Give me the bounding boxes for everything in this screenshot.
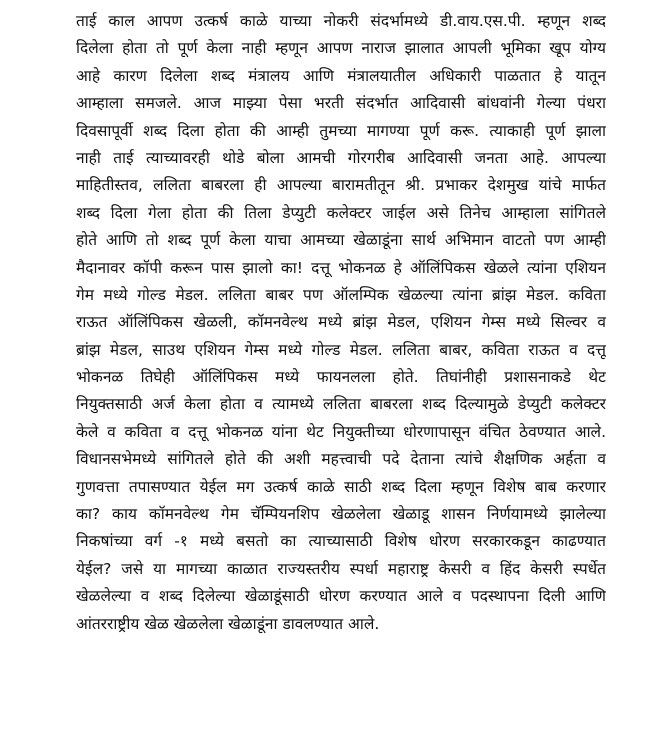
text-line: गुणवत्ता तपासण्यात येईल मग उत्कर्ष काळे साठी शब्द दिला म्हणून विशेष बाब करणार xyxy=(76,477,606,496)
text-line: खेळलेल्या व शब्द दिलेल्या खेळाडूंसाठी धोरण करण्यात आले व पदस्थापना दिली आणि xyxy=(76,587,606,606)
text-line: दिवसापूर्वी शब्द दिला होता की आम्ही तुमच्या मागण्या पूर्ण करू. त्याकाही पूर्ण झाला xyxy=(76,121,606,140)
text-line: राऊत ऑलिंपिकस खेळली, कॉमनवेल्थ मध्ये ब्रांझ मेडल, एशियन गेम्स मध्ये सिल्वर व xyxy=(76,313,606,332)
text-line: येईल? जसे या मागच्या काळात राज्यस्तरीय स्पर्धा महाराष्ट्र केसरी व हिंद केसरी स्पर्धेत xyxy=(76,559,606,578)
text-line: नाही ताई त्याच्यावरही थोडे बोला आमची गोरगरीब आदिवासी जनता आहे. आपल्या xyxy=(76,148,606,167)
text-line: दिलेला होता तो पूर्ण केला नाही म्हणून आपण नाराज झालात आपली भूमिका खूप योग्य xyxy=(76,39,606,58)
text-line: शब्द दिला गेला होता की तिला डेप्युटी कलेक्टर जाईल असे तिनेच आम्हाला सांगितले xyxy=(76,203,606,222)
text-line: विधानसभेमध्ये सांगितले होते की अशी महत्त्वाची पदे देताना त्यांचे शैक्षणिक अर्हता व xyxy=(76,450,606,469)
text-line: आम्हाला समजले. आज माझ्या पेसा भरती संदर्भात आदिवासी बांधवांनी गेल्या पंधरा xyxy=(76,94,606,113)
text-line: माहितीस्तव, ललिता बाबरला ही आपल्या बारामतीतून श्री. प्रभाकर देशमुख यांचे मार्फत xyxy=(76,176,606,195)
text-line: ब्रांझ मेडल, साउथ एशियन गेम्स मध्ये गोल्ड मेडल. ललिता बाबर, कविता राऊत व दत्तू xyxy=(76,340,606,359)
text-line: मैदानावर कॉपी करून पास झालो का! दत्तू भोकनळ हे ऑलिंपिकस खेळले त्यांना एशियन xyxy=(76,258,606,277)
text-line: आहे कारण दिलेला शब्द मंत्रालय आणि मंत्रालयातील अधिकारी पाळतात हे यातून xyxy=(76,66,606,85)
text-line: गेम मध्ये गोल्ड मेडल. ललिता बाबर पण ऑलम्पिक खेळल्या त्यांना ब्रांझ मेडल. कविता xyxy=(76,285,606,304)
body-paragraph xyxy=(76,8,606,638)
text-line: आंतरराष्ट्रीय खेळ खेळलेला खेळाडूंना डावलण्यात आले. xyxy=(76,614,380,633)
text-line: नियुक्तसाठी अर्ज केला होता व त्यामध्ये ललिता बाबरला शब्द दिल्यामुळे डेप्युटी कलेक्टर xyxy=(76,395,606,414)
text-line: ताई काल आपण उत्कर्ष काळे याच्या नोकरी संदर्भामध्ये डी.वाय.एस.पी. म्हणून शब्द xyxy=(76,12,606,30)
text-line: का? काय कॉमनवेल्थ गेम चॅम्पियनशिप खेळलेला खेळाडू शासन निर्णयामध्ये झालेल्या xyxy=(76,505,606,524)
text-line: भोकनळ तिघेही ऑलिंपिकस मध्ये फायनलला होते. तिघांनीही प्रशासनाकडे थेट xyxy=(76,368,606,387)
text-line: निकषांच्या वर्ग -१ मध्ये बसतो का त्याच्यासाठी विशेष धोरण सरकारकडून काढण्यात xyxy=(76,532,606,551)
text-line: होते आणि तो शब्द पूर्ण केला याचा आमच्या खेळाडूंना सार्थ अभिमान वाटतो पण आम्ही xyxy=(76,231,606,250)
text-line: केले व कविता व दत्तू भोकनळ यांना थेट नियुक्तीच्या धोरणापासून वंचित ठेवण्यात आले. xyxy=(76,422,606,441)
